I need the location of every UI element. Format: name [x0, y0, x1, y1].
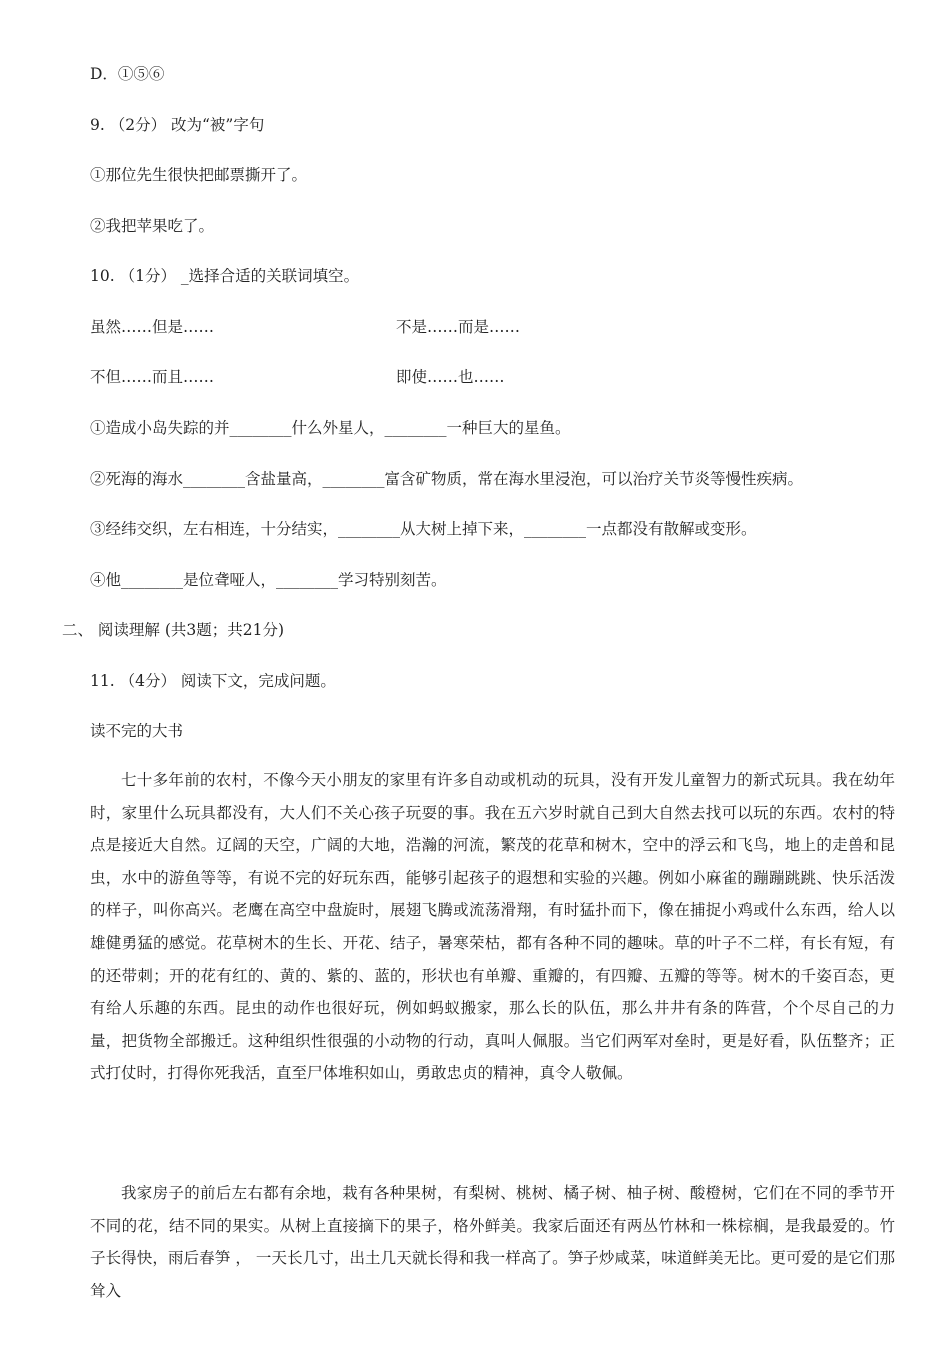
choices-row-2: [90, 367, 505, 387]
choice-suiran-danshi: 虽然……但是……: [90, 318, 215, 336]
passage-paragraph-2: 我家房子的前后左右都有余地，栽有各种果树，有梨树、桃树、橘子树、柚子树、酸橙树，它们在不同的季节开不同的花，结不同的果实。从树上直接摘下的果子，格外鲜美。我家后面还有两丛竹林和一株棕榈，是我最爱的。竹子长得快，雨后春笋 ， 一天长几寸，出土几天就长得和我一样高了。笋子炒咸菜，味道鲜美无比。更可爱的是它们那耸入: [90, 1184, 895, 1300]
choice-jishi-ye: 即使……也……: [396, 368, 505, 386]
choices-row-1: [90, 317, 521, 337]
choice-bushi-ershi: 不是……而是……: [396, 318, 521, 336]
question-9-header: 9. （2分） 改为“被”字句: [90, 116, 265, 134]
section-2-header: 二、 阅读理解 (共3题；共21分): [62, 621, 285, 639]
question-10-item-1: ①造成小岛失踪的并________什么外星人，________一种巨大的星鱼。: [90, 419, 571, 437]
question-10-item-2: ②死海的海水________含盐量高，________富含矿物质，常在海水里浸泡，可以治疗关节炎等慢性疾病。: [90, 470, 804, 488]
option-d: D．①⑤⑥: [90, 65, 165, 83]
question-11-header: 11. （4分） 阅读下文，完成问题。: [90, 672, 336, 690]
passage-title: 读不完的大书: [90, 722, 184, 740]
question-9-item-2: ②我把苹果吃了。: [90, 217, 215, 235]
question-10-item-4: ④他________是位聋哑人，________学习特别刻苦。: [90, 571, 447, 589]
question-10-header: 10. （1分） _选择合适的关联词填空。: [90, 267, 360, 285]
passage-paragraph-1: 七十多年前的农村，不像今天小朋友的家里有许多自动或机动的玩具，没有开发儿童智力的新式玩具。我在幼年时，家里什么玩具都没有，大人们不关心孩子玩耍的事。我在五六岁时就自己到大自然去找可以玩的东西。农村的特点是接近大自然。辽阔的天空，广阔的大地，浩瀚的河流，繁茂的花草和树木，空中的浮云和飞鸟，地上的走兽和昆虫，水中的游鱼等等，有说不完的好玩东西，能够引起孩子的遐想和实验的兴趣。例如小麻雀的蹦蹦跳跳、快乐活泼的样子，叫你高兴。老鹰在高空中盘旋时，展翅飞腾或流荡滑翔，有时猛扑而下，像在捕捉小鸡或什么东西，给人以雄健勇猛的感觉。花草树木的生长、开花、结子，暑寒荣枯，都有各种不同的趣味。草的叶子不二样，有长有短，有的还带刺；开的花有红的、黄的、紫的、蓝的，形状也有单瓣、重瓣的，有四瓣、五瓣的等等。树木的千姿百态，更有给人乐趣的东西。昆虫的动作也很好玩，例如蚂蚁搬家，那么长的队伍，那么井井有条的阵营，个个尽自己的力量，把货物全部搬迁。这种组织性很强的小动物的行动，真叫人佩服。当它们两军对垒时，更是好看，队伍整齐；正式打仗时，打得你死我活，直至尸体堆积如山，勇敢忠贞的精神，真令人敬佩。: [90, 771, 895, 1083]
choice-budan-erqie: 不但……而且……: [90, 368, 215, 386]
question-10-item-3: ③经纬交织，左右相连，十分结实，________从大树上掉下来，________一点都没有散解或变形。: [90, 520, 757, 538]
question-9-item-1: ①那位先生很快把邮票撕开了。: [90, 166, 308, 184]
